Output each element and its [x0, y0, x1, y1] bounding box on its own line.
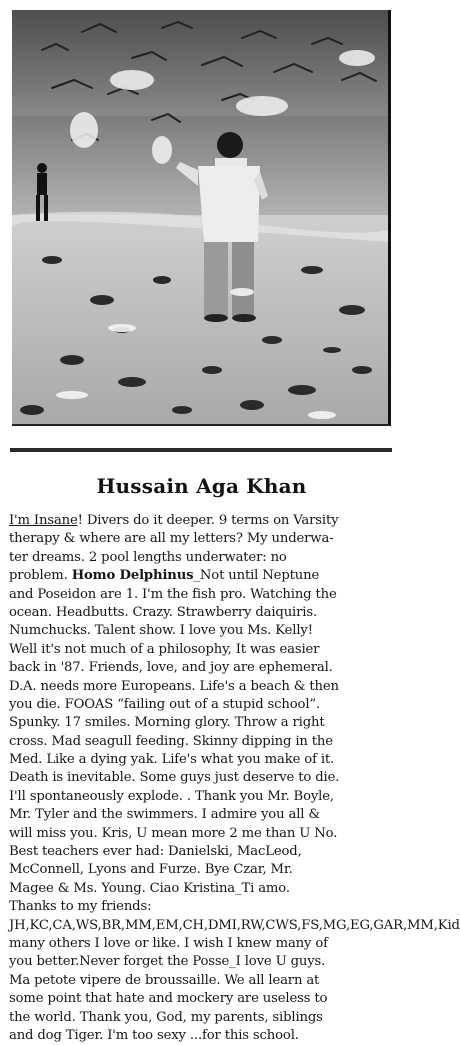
bio-line — [9, 843, 393, 861]
bio-line — [9, 788, 393, 806]
bio-text-segment: back in '87. Friends, love, and joy are ephemeral. — [9, 660, 333, 676]
bio-line — [9, 567, 393, 585]
bio-text-segment: and Poseidon are 1. I'm the fish pro. Watching the — [9, 586, 337, 602]
bio-text-segment: problem. — [9, 568, 72, 584]
bio-line — [9, 530, 393, 548]
bio-line — [9, 825, 393, 843]
bio-text — [9, 512, 460, 1045]
bio-line — [9, 769, 393, 787]
bio-text-segment: will miss you. Kris, U mean more 2 me than U No. — [9, 825, 338, 841]
bio-text-segment: cross. Mad seagull feeding. Skinny dipping in the — [9, 733, 333, 749]
bio-line — [9, 861, 393, 879]
bio-line — [9, 604, 393, 622]
bio-text-segment: Mr. Tyler and the swimmers. I admire you all & — [9, 807, 320, 823]
bio-text-segment: Numchucks. Talent show. I love you Ms. Kelly! — [9, 623, 313, 639]
bio-line — [9, 953, 393, 971]
bio-text-segment: Well it's not much of a philosophy, It was easier — [9, 641, 320, 657]
bio-text-segment: JH,KC,CA,WS,BR,MM,EM,CH,DMI,RW,CWS,FS,MG,EG,GAR,MM,Kid — [9, 917, 460, 933]
bio-text-segment: ocean. Headbutts. Crazy. Strawberry daiquiris. — [9, 604, 317, 620]
bio-text-segment: Best teachers ever had: Danielski, MacLeod, — [9, 844, 302, 860]
bio-line — [9, 1027, 393, 1045]
bio-line — [9, 1009, 393, 1027]
bio-text-segment: Death is inevitable. Some guys just deserve to die. — [9, 770, 340, 786]
bio-text-segment: McConnell, Lyons and Furze. Bye Czar, Mr. — [9, 862, 293, 878]
bio-text-segment: Spunky. 17 smiles. Morning glory. Throw a right — [9, 715, 325, 731]
bio-line — [9, 806, 393, 824]
bio-text-segment: ter dreams. 2 pool lengths underwater: no — [9, 549, 287, 565]
underlined-phrase: I'm Insane — [9, 513, 78, 528]
beach-photo — [12, 10, 391, 426]
bio-line — [9, 898, 393, 916]
bio-line — [9, 586, 393, 604]
bio-line — [9, 733, 393, 751]
bio-line — [9, 678, 393, 696]
bio-line — [9, 990, 393, 1008]
bio-line — [9, 622, 393, 640]
bio-line — [9, 935, 393, 953]
bio-text-segment: _Not until Neptune — [193, 568, 320, 584]
bio-text-segment: D.A. needs more Europeans. Life's a beach & then — [9, 678, 339, 694]
bio-line — [9, 512, 393, 530]
bio-text-segment: I'll spontaneously explode. . Thank you Mr. Boyle, — [9, 788, 334, 804]
bio-line — [9, 549, 393, 567]
bio-line — [9, 714, 393, 732]
bio-line — [9, 917, 460, 935]
bio-text-segment: you die. FOOAS “failing out of a stupid school”. — [9, 696, 321, 712]
bio-line — [9, 880, 393, 898]
bio-text-segment: many others I love or like. I wish I knew many of — [9, 935, 328, 951]
bio-text-segment: Magee & Ms. Young. Ciao Kristina_Ti amo. — [9, 880, 290, 896]
bio-text-segment: ! Divers do it deeper. 9 terms on Varsity — [77, 513, 339, 528]
divider — [10, 448, 392, 452]
bio-text-segment: Thanks to my friends: — [9, 899, 152, 915]
bio-line — [9, 972, 393, 990]
bio-line — [9, 696, 393, 714]
bio-text-segment: therapy & where are all my letters? My underwa- — [9, 531, 334, 547]
bio-line — [9, 751, 393, 769]
bio-text-segment: and dog Tiger. I'm too sexy ...for this school. — [9, 1027, 299, 1043]
bold-phrase: Homo Delphinus — [71, 568, 194, 584]
bio-text-segment: Ma petote vipere de broussaille. We all learn at — [9, 972, 320, 988]
bio-text-segment: some point that hate and mockery are useless to — [9, 991, 328, 1007]
bio-line — [9, 659, 393, 677]
beach-scene-illustration — [12, 10, 388, 424]
bio-text-segment: you better.Never forget the Posse_I love U guys. — [9, 954, 326, 970]
bio-text-segment: Med. Like a dying yak. Life's what you make of it. — [9, 752, 335, 768]
bio-line — [9, 641, 393, 659]
student-name: Hussain Aga Khan — [96, 474, 307, 498]
bio-text-segment: the world. Thank you, God, my parents, siblings — [9, 1009, 323, 1025]
